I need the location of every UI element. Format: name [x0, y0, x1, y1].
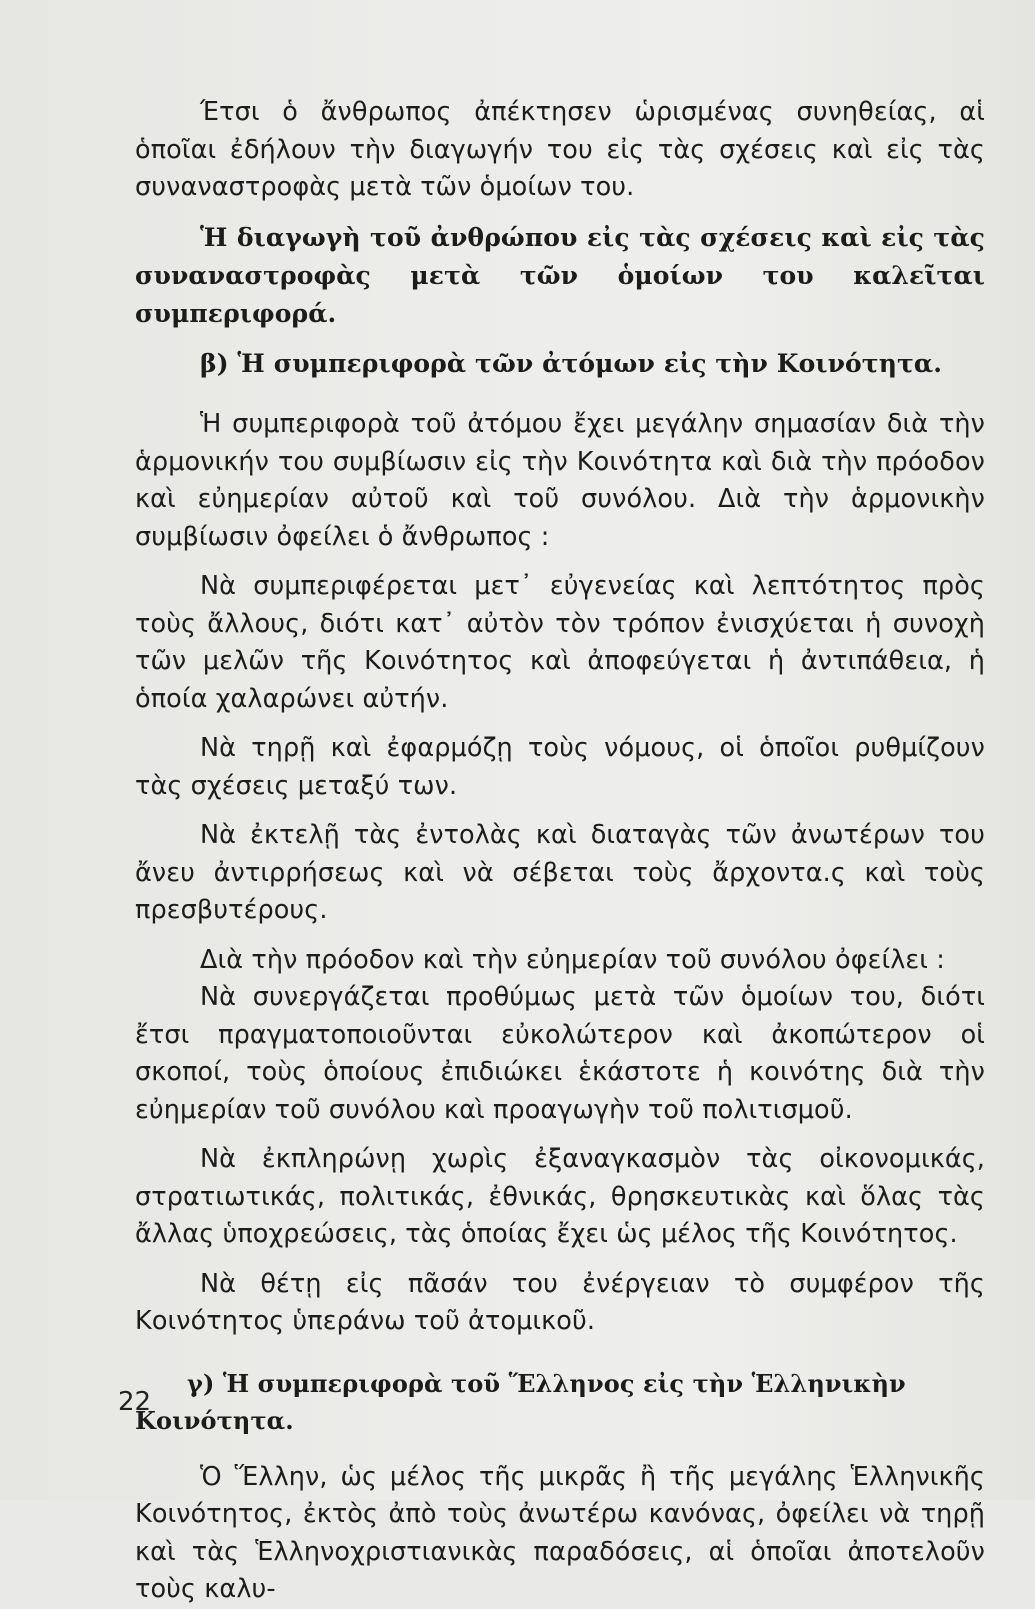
- paragraph-common-interest: Νὰ θέτῃ εἰς πᾶσάν του ἐνέργειαν τὸ συμφέρον τῆς Κοινότητος ὑπεράνω τοῦ ἀτομικοῦ.: [135, 1268, 985, 1336]
- heading-section-b: β) Ἡ συμπεριφορὰ τῶν ἀτόμων εἰς τὴν Κοινότητα.: [200, 348, 943, 378]
- page-number: 22: [118, 1387, 152, 1417]
- paragraph-orders: Νὰ ἐκτελῇ τὰς ἐντολὰς καὶ διαταγὰς τῶν ἀνωτέρων του ἄνευ ἀντιρρήσεως καὶ νὰ σέβεται τοὺς ἄρχοντα.ς καὶ τοὺς πρεσβυτέρους.: [135, 820, 985, 925]
- paragraph-importance: Ἡ συμπεριφορὰ τοῦ ἀτόμου ἔχει μεγάλην σημασίαν διὰ τὴν ἁρμονικήν του συμβίωσιν εἰς τὴν Κοινότητα καὶ διὰ τὴν πρόοδον καὶ εὐημερίαν αὐτοῦ καὶ τοῦ συνόλου. Διὰ τὴν ἁρμονικὴν συμβίωσιν ὀφείλει ὁ ἄνθρωπος :: [135, 409, 985, 552]
- page-text: [135, 94, 985, 1609]
- paragraph-obligations: Νὰ ἐκπληρώνῃ χωρὶς ἐξαναγκασμὸν τὰς οἰκονομικάς, στρατιωτικάς, πολιτικάς, ἐθνικάς, θρησκευτικὰς καὶ ὅλας τὰς ἄλλας ὑποχρεώσεις, τὰς ὁποίας ἔχει ὡς μέλος τῆς Κοινότητος.: [135, 1144, 985, 1249]
- heading-section-g: γ) Ἡ συμπεριφορὰ τοῦ Ἕλληνος εἰς τὴν Ἑλληνικὴν Κοινότητα.: [135, 1368, 906, 1435]
- definition-behavior: Ἡ διαγωγὴ τοῦ ἀνθρώπου εἰς τὰς σχέσεις καὶ εἰς τὰς συναναστροφὰς μετὰ τῶν ὁμοίων του καλεῖται συμπεριφορά.: [135, 222, 985, 328]
- paragraph-cooperation: Νὰ συνεργάζεται προθύμως μετὰ τῶν ὁμοίων του, διότι ἔτσι πραγματοποιοῦνται εὐκολώτερον καὶ ἀκοπώτερον οἱ σκοποί, τοὺς ὁποίους ἐπιδιώκει ἑκάστοτε ἡ κοινότης διὰ τὴν εὐημερίαν τοῦ συνόλου καὶ προαγωγὴν τοῦ πολιτισμοῦ.: [135, 982, 985, 1125]
- paragraph-laws: Νὰ τηρῇ καὶ ἐφαρμόζῃ τοὺς νόμους, οἱ ὁποῖοι ρυθμίζουν τὰς σχέσεις μεταξύ των.: [135, 733, 985, 801]
- paragraph-courtesy: Νὰ συμπεριφέρεται μετ᾽ εὐγενείας καὶ λεπτότητος πρὸς τοὺς ἄλλους, διότι κατ᾽ αὐτὸν τὸν τρόπον ἐνισχύεται ἡ συνοχὴ τῶν μελῶν τῆς Κοινότητος καὶ ἀποφεύγεται ἡ ἀντιπάθεια, ἡ ὁποία χαλαρώνει αὐτήν.: [135, 571, 985, 714]
- paragraph-habits: Έτσι ὁ ἄνθρωπος ἀπέκτησεν ὡρισμένας συνηθείας, αἱ ὁποῖαι ἐδήλουν τὴν διαγωγήν του εἰς τὰς σχέσεις καὶ εἰς τὰς συναναστροφὰς μετὰ τῶν ὁμοίων του.: [135, 97, 985, 202]
- paragraph-progress-intro: Διὰ τὴν πρόοδον καὶ τὴν εὐημερίαν τοῦ συνόλου ὀφείλει :: [200, 944, 945, 975]
- paragraph-greek-traditions: Ὁ Ἕλλην, ὡς μέλος τῆς μικρᾶς ἢ τῆς μεγάλης Ἑλληνικῆς Κοινότητος, ἐκτὸς ἀπὸ τοὺς ἀνωτέρω κανόνας, ὀφείλει νὰ τηρῇ καὶ τὰς Ἑλληνοχριστιανικὰς παραδόσεις, αἱ ὁποῖαι ἀποτελοῦν τοὺς καλυ-: [135, 1461, 985, 1604]
